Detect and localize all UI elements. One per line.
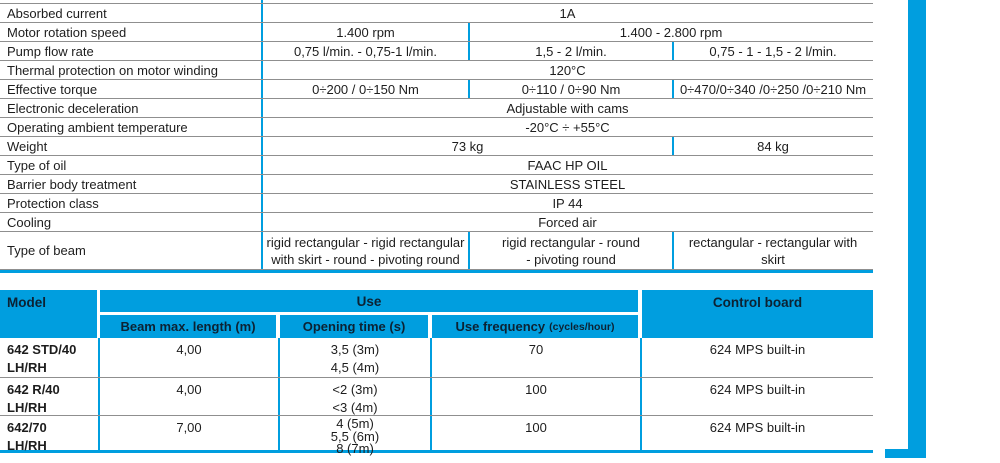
spec-value bbox=[263, 232, 468, 269]
spec-label: Weight bbox=[0, 137, 263, 155]
spec-value: 120°C bbox=[549, 62, 586, 78]
beam-max-length-cell: 4,00 bbox=[98, 378, 278, 415]
control-board-cell: 624 MPS built-in bbox=[640, 416, 873, 450]
spec-value: 0,75 - 1 - 1,5 - 2 l/min. bbox=[672, 42, 872, 60]
model-name-line: LH/RH bbox=[7, 400, 47, 415]
opening-time-line: 5,5 (6m) bbox=[330, 428, 380, 444]
spec-value: 0÷470/0÷340 /0÷250 /0÷210 Nm bbox=[672, 80, 872, 98]
spec-label: Effective torque bbox=[0, 80, 263, 98]
opening-time-line: 3,5 (3m) bbox=[330, 342, 380, 357]
model-name-cell bbox=[0, 338, 98, 377]
model-table-row bbox=[0, 416, 873, 456]
spec-value: FAAC HP OIL bbox=[527, 157, 608, 173]
model-table-body bbox=[0, 338, 873, 456]
model-name-line: 642 R/40 bbox=[7, 382, 60, 397]
model-table-header-opening-time: Opening time (s) bbox=[280, 315, 428, 338]
model-name-line: LH/RH bbox=[7, 360, 47, 375]
spec-value-line: with skirt - round - pivoting round bbox=[271, 251, 460, 267]
control-board-cell: 624 MPS built-in bbox=[640, 378, 873, 415]
model-table-header-use-frequency bbox=[432, 315, 638, 338]
use-frequency-cell: 100 bbox=[430, 416, 640, 450]
opening-time-line: <2 (3m) bbox=[332, 382, 378, 397]
model-name-cell bbox=[0, 416, 98, 453]
spec-row bbox=[0, 23, 873, 42]
spec-value: 73 kg bbox=[451, 138, 484, 154]
spec-value bbox=[468, 232, 672, 269]
spec-row bbox=[0, 232, 873, 270]
spec-row bbox=[0, 99, 873, 118]
spec-value-line: skirt bbox=[761, 251, 785, 267]
beam-max-length-cell: 4,00 bbox=[98, 338, 278, 377]
spec-value: 1.400 - 2.800 rpm bbox=[468, 23, 872, 41]
model-name-line: LH/RH bbox=[7, 438, 47, 453]
model-name-cell bbox=[0, 378, 98, 415]
spec-value: Forced air bbox=[538, 214, 597, 230]
use-frequency-cell: 100 bbox=[430, 378, 640, 415]
right-accent-bar-foot bbox=[885, 449, 909, 458]
spec-label: Barrier body treatment bbox=[0, 175, 263, 193]
spec-row bbox=[0, 213, 873, 232]
spec-row bbox=[0, 137, 873, 156]
control-board-cell: 624 MPS built-in bbox=[640, 338, 873, 377]
spec-label: Operating ambient temperature bbox=[0, 118, 263, 136]
spec-row bbox=[0, 61, 873, 80]
spec-value-line: - pivoting round bbox=[526, 251, 616, 267]
opening-time-cell bbox=[278, 416, 430, 456]
spec-label: Type of beam bbox=[0, 232, 263, 269]
use-frequency-cell: 70 bbox=[430, 338, 640, 377]
opening-time-line: 4 (5m) bbox=[336, 416, 374, 431]
opening-time-cell bbox=[278, 378, 430, 415]
opening-time-line: 4,5 (4m) bbox=[330, 360, 380, 375]
opening-time-line: 8 (7m) bbox=[336, 441, 374, 456]
spec-label: Absorbed current bbox=[0, 4, 263, 22]
model-table-header-control-board: Control board bbox=[642, 290, 873, 338]
spec-row bbox=[0, 194, 873, 213]
spec-value: -20°C ÷ +55°C bbox=[525, 119, 610, 135]
spec-value-line: rigid rectangular - rigid rectangular bbox=[266, 234, 465, 250]
spec-row bbox=[0, 80, 873, 99]
beam-max-length-cell: 7,00 bbox=[98, 416, 278, 450]
spec-label bbox=[0, 0, 263, 3]
spec-row bbox=[0, 42, 873, 61]
spec-value: 0,75 l/min. - 0,75-1 l/min. bbox=[293, 43, 438, 59]
spec-value: STAINLESS STEEL bbox=[509, 176, 626, 192]
model-name-line: 642 STD/40 bbox=[7, 342, 77, 357]
opening-time-line: <3 (4m) bbox=[332, 400, 378, 415]
model-table-row bbox=[0, 338, 873, 378]
spec-label: Protection class bbox=[0, 194, 263, 212]
spec-value: 1.400 rpm bbox=[336, 24, 395, 40]
model-table-row bbox=[0, 378, 873, 416]
spec-value: 0÷110 / 0÷90 Nm bbox=[468, 80, 672, 98]
spec-value: Adjustable with cams bbox=[506, 100, 629, 116]
spec-value-line: rigid rectangular - round bbox=[501, 234, 641, 250]
spec-table-bottom-border bbox=[0, 270, 873, 273]
spec-label: Type of oil bbox=[0, 156, 263, 174]
spec-label: Thermal protection on motor winding bbox=[0, 61, 263, 79]
spec-value bbox=[672, 232, 872, 269]
spec-value: 1A bbox=[559, 5, 576, 21]
spec-value: 1,5 - 2 l/min. bbox=[468, 42, 672, 60]
spec-label: Electronic deceleration bbox=[0, 99, 263, 117]
model-table-header-use: Use bbox=[100, 290, 638, 312]
spec-value: 84 kg bbox=[672, 137, 872, 155]
spec-row bbox=[0, 156, 873, 175]
opening-time-cell bbox=[278, 338, 430, 377]
use-frequency-label: Use frequency bbox=[455, 319, 546, 334]
spec-row bbox=[0, 118, 873, 137]
spec-value: IP 44 bbox=[552, 195, 583, 211]
spec-label: Cooling bbox=[0, 213, 263, 231]
spec-value-line: rectangular - rectangular with bbox=[688, 234, 858, 250]
use-frequency-unit-label: (cycles/hour) bbox=[549, 320, 615, 333]
spec-row bbox=[0, 175, 873, 194]
spec-label: Motor rotation speed bbox=[0, 23, 263, 41]
right-accent-bar bbox=[908, 0, 926, 458]
spec-value: 0÷200 / 0÷150 Nm bbox=[312, 81, 419, 97]
model-table-header-model: Model bbox=[0, 290, 97, 338]
spec-label: Pump flow rate bbox=[0, 42, 263, 60]
model-table-header-beam-max-length: Beam max. length (m) bbox=[100, 315, 276, 338]
model-name-line: 642/70 bbox=[7, 420, 47, 435]
spec-row bbox=[0, 4, 873, 23]
